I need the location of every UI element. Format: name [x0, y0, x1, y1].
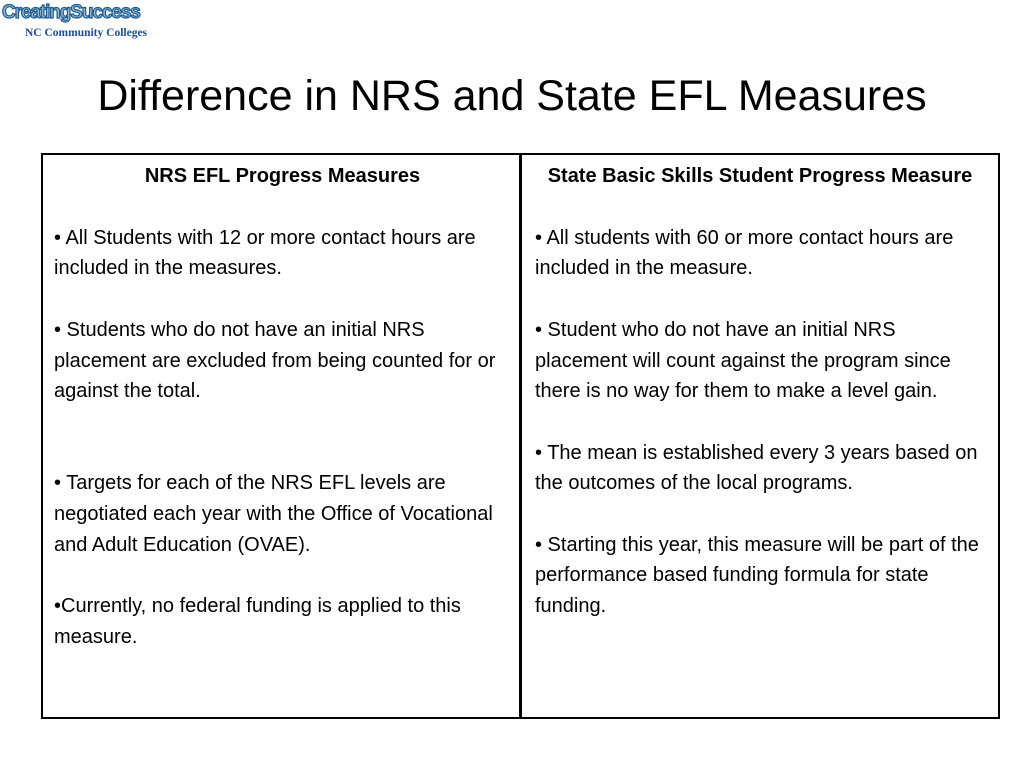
- state-bullet-4: • Starting this year, this measure will be part of the performance based funding formula for state funding.: [535, 533, 979, 618]
- nrs-bullet-1: • All Students with 12 or more contact hours are included in the measures.: [54, 226, 476, 280]
- state-measure-column: [519, 153, 1000, 719]
- nrs-column-heading: NRS EFL Progress Measures: [144, 165, 421, 187]
- creating-success-logo: [2, 2, 164, 42]
- logo-subtitle: NC Community Colleges: [25, 27, 148, 39]
- state-bullet-1: • All students with 60 or more contact hours are included in the measure.: [535, 226, 954, 280]
- logo-wordmark: CreatingSuccess: [2, 2, 140, 23]
- nrs-efl-column: [41, 153, 522, 719]
- nrs-bullet-4: •Currently, no federal funding is applied to this measure.: [54, 595, 461, 648]
- nrs-bullet-3: • Targets for each of the NRS EFL levels are negotiated each year with the Office of Vocational and Adult Education (OVAE).: [54, 472, 493, 556]
- state-bullet-3: • The mean is established every 3 years based on the outcomes of the local programs.: [535, 441, 978, 495]
- slide-title: Difference in NRS and State EFL Measures: [97, 72, 927, 120]
- nrs-bullet-2: • Students who do not have an initial NRS placement are excluded from being counted for or against the total.: [54, 318, 496, 403]
- state-column-heading: State Basic Skills Student Progress Measure: [547, 165, 973, 187]
- state-bullet-2: • Student who do not have an initial NRS placement will count against the program since there is no way for them to make a level gain.: [535, 318, 951, 403]
